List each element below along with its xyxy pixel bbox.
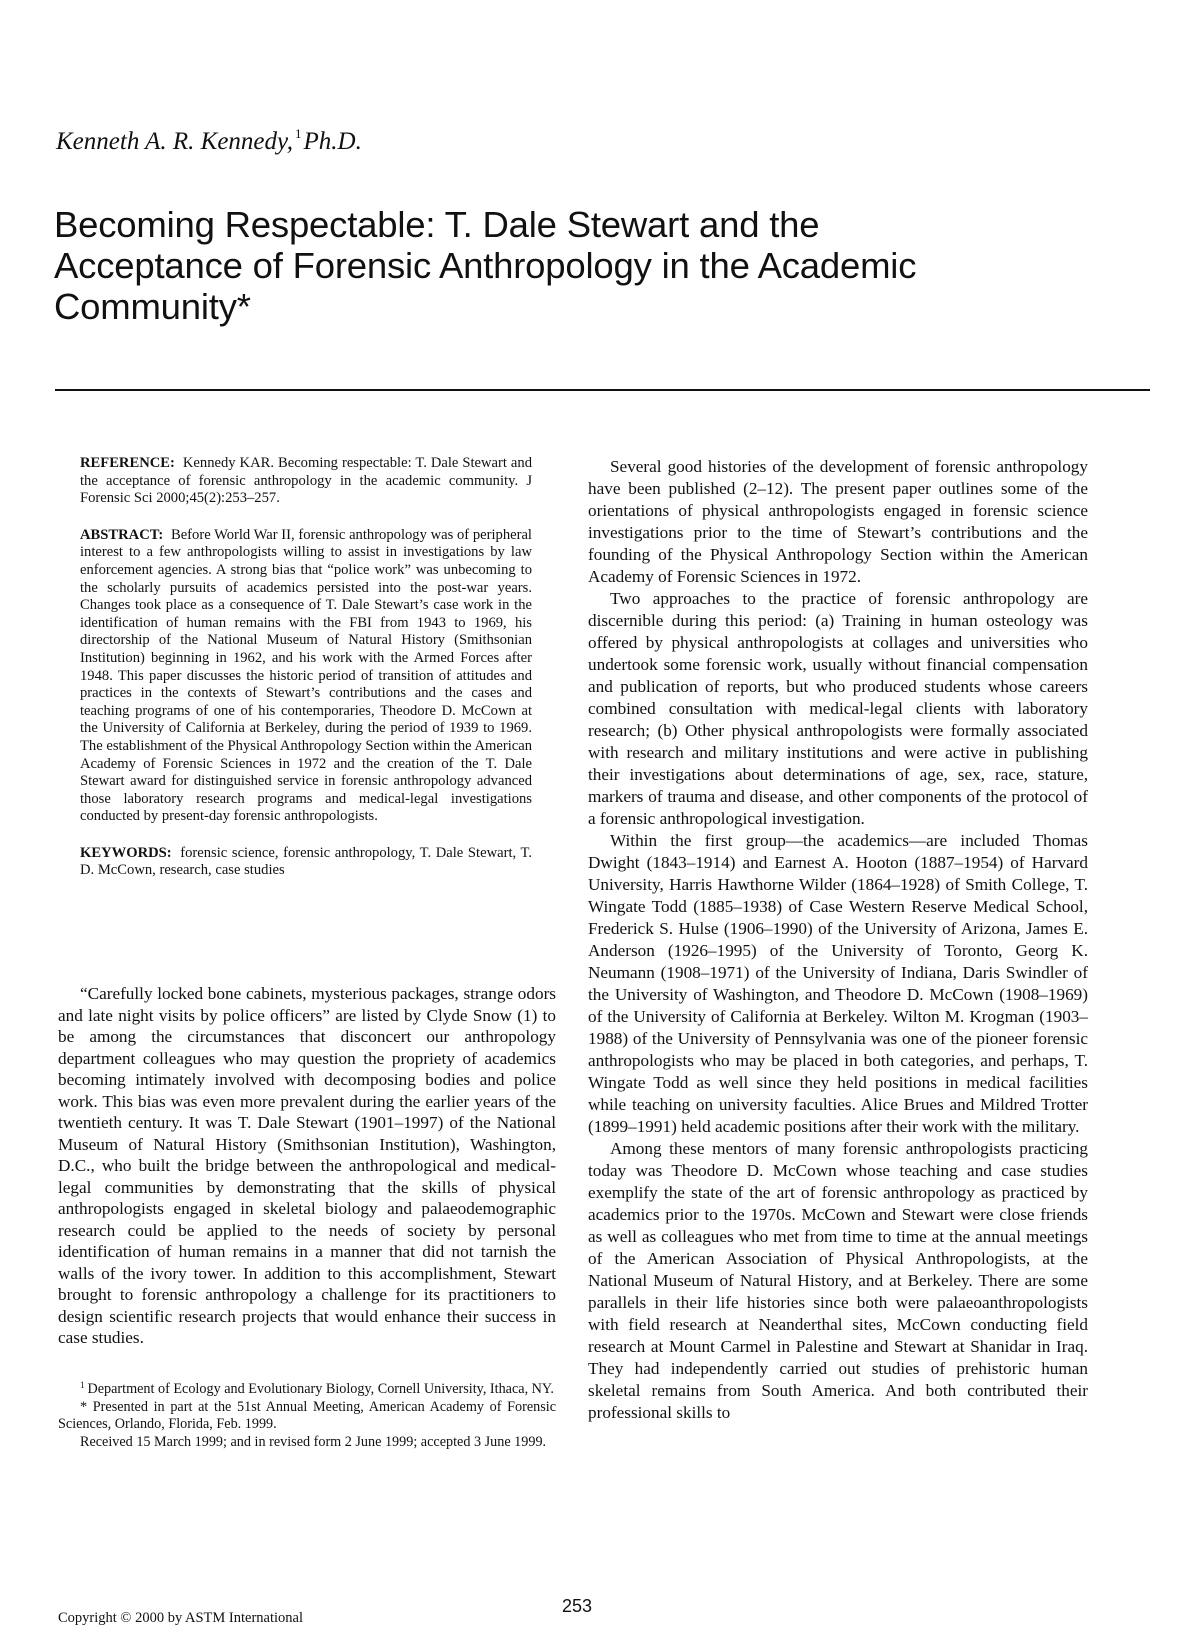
keywords-label: KEYWORDS: bbox=[80, 844, 172, 861]
body-column-left bbox=[58, 983, 556, 1349]
page-number: 253 bbox=[562, 1596, 593, 1616]
body-paragraph: Within the first group—the academics—are included Thomas Dwight (1843–1914) and Earnest A. Hooton (1887–1954) of Harvard University, Harris Hawthorne Wilder (1864–1928) of Smith College, T. Wingate Todd (1885–1938) of Case Western Reserve Medical School, Frederick S. Hulse (1906–1990) of the University of Arizona, James E. Anderson (1926–1995) of the University of Toronto, Georg K. Neumann (1908–1971) of the University of Indiana, Daris Swindler of the University of Washington, and Theodore D. McCown (1908–1969) of the University of California at Berkeley. Wilton M. Krogman (1903–1988) of the University of Pennsylvania was one of the pioneer forensic anthropologists who may be placed in both categories, and perhaps, T. Wingate Todd as well since they held positions in medical facilities while teaching on university faculties. Alice Brues and Mildred Trotter (1899–1991) held academic positions after their work with the military. bbox=[588, 831, 1088, 1136]
reference-text: Kennedy KAR. Becoming respectable: T. Dale Stewart and the acceptance of forensic anthropology in the academic community. J Forensic Sci 2000;45(2):253–257. bbox=[80, 455, 533, 507]
title-divider bbox=[55, 389, 1150, 391]
keywords-paragraph bbox=[80, 845, 532, 880]
author-degree: Ph.D. bbox=[303, 128, 362, 155]
body-paragraph: Several good histories of the development of forensic anthropology have been published (2–12). The present paper outlines some of the orientations of physical anthropologists engaged in forensic science investigations prior to the time of Stewart’s contributions and the founding of the Physical Anthropology Section within the American Academy of Forensic Sciences in 1972. bbox=[588, 457, 1088, 586]
footnotes bbox=[58, 1377, 556, 1451]
reference-paragraph bbox=[80, 455, 532, 508]
reference-label: REFERENCE: bbox=[80, 455, 175, 471]
abstract-block bbox=[80, 455, 532, 899]
article-title: Becoming Respectable: T. Dale Stewart and the Acceptance of Forensic Anthropology in the Academic Community* bbox=[54, 204, 917, 327]
author-footnote-mark: 1 bbox=[295, 126, 302, 141]
body-paragraph: Two approaches to the practice of forensic anthropology are discernible during this period: (a) Training in human osteology was offered by physical anthropologists at collages and universities who undertook some forensic work, usually without financial compensation and publication of reports, but who produced students whose careers combined consultation with medical-legal clients with laboratory research; (b) Other physical anthropologists were formally associated with research and military institutions and were active in publishing their investigations about determinations of age, sex, race, stature, markers of trauma and disease, and other components of the protocol of a forensic anthropological investigation. bbox=[588, 589, 1088, 828]
footnote-mark: 1 bbox=[80, 1380, 85, 1390]
footnote-affiliation: $^1$ Department of Ecology and Evolutionary Biology, Cornell University, Ithaca, NY. bbox=[80, 1380, 554, 1397]
copyright-notice: Copyright © 2000 by ASTM International bbox=[58, 1610, 304, 1626]
abstract-label: ABSTRACT: bbox=[80, 526, 164, 543]
body-paragraph: “Carefully locked bone cabinets, mysterious packages, strange odors and late night visits by police officers” are listed by Clyde Snow (1) to be among the circumstances that disconcert our anthropology department colleagues who may question the propriety of academics becoming intimately involved with decomposing bodies and police work. This bias was even more prevalent during the earlier years of the twentieth century. It was T. Dale Stewart (1901–1997) of the National Museum of Natural History (Smithsonian Institution), Washington, D.C., who built the bridge between the anthropological and medical-legal communities by demonstrating that the skills of physical anthropologists engaged in skeletal biology and palaeodemographic research could be applied to the needs of society by personal identification of human remains in a manner that did not tarnish the walls of the ivory tower. In addition to this accomplishment, Stewart brought to forensic anthropology a challenge for its practitioners to design scientific research projects that would enhance their success in case studies. bbox=[58, 984, 556, 1347]
author-name: Kenneth A. R. Kennedy, bbox=[56, 128, 293, 155]
footnote-presented: * Presented in part at the 51st Annual Meeting, American Academy of Forensic Sciences, Orlando, Florida, Feb. 1999. bbox=[58, 1398, 556, 1432]
abstract-text: Before World War II, forensic anthropology was of peripheral interest to a few anthropologists willing to assist in investigations by law enforcement agencies. A strong bias that “police work” was unbecoming to the scholarly pursuits of academics persisted into the post-war years. Changes took place as a consequence of T. Dale Stewart’s case work in the identification of human remains with the FBI from 1943 to 1969, his directorship of the National Museum of Natural History (Smithsonian Institution) beginning in 1962, and his work with the Armed Forces after 1948. This paper discusses the historic period of transition of attitudes and practices in the contexts of Stewart’s contributions and the cases and teaching programs of one of his contemporaries, Theodore D. McCown at the University of California at Berkeley, during the period of 1939 to 1969. The establishment of the Physical Anthropology Section within the American Academy of Forensic Sciences in 1972 and the creation of the T. Dale Stewart award for distinguished service in forensic anthropology advanced those laboratory research programs and medical-legal investigations conducted by present-day forensic anthropologists. bbox=[80, 526, 532, 825]
footnote-received: Received 15 March 1999; and in revised form 2 June 1999; accepted 3 June 1999. bbox=[80, 1433, 547, 1450]
body-paragraph: Among these mentors of many forensic anthropologists practicing today was Theodore D. McCown whose teaching and case studies exemplify the state of the art of forensic anthropology as practiced by academics prior to the 1970s. McCown and Stewart were close friends as well as colleagues who met from time to time at the annual meetings of the American Association of Physical Anthropologists, at the National Museum of Natural History, and at Berkeley. There are some parallels in their life histories since both were palaeoanthropologists with field research at Neanderthal sites, McCown conducting field research at Mount Carmel in Palestine and Stewart at Shanidar in Iraq. They had independently carried out studies of prehistoric human skeletal remains from South America. And both contributed their professional skills to bbox=[588, 1139, 1088, 1422]
abstract-paragraph bbox=[80, 527, 532, 826]
body-column-right bbox=[588, 456, 1088, 1424]
author-line bbox=[56, 126, 362, 156]
keywords-text: forensic science, forensic anthropology, T. Dale Stewart, T. D. McCown, research, case studies bbox=[80, 844, 532, 879]
